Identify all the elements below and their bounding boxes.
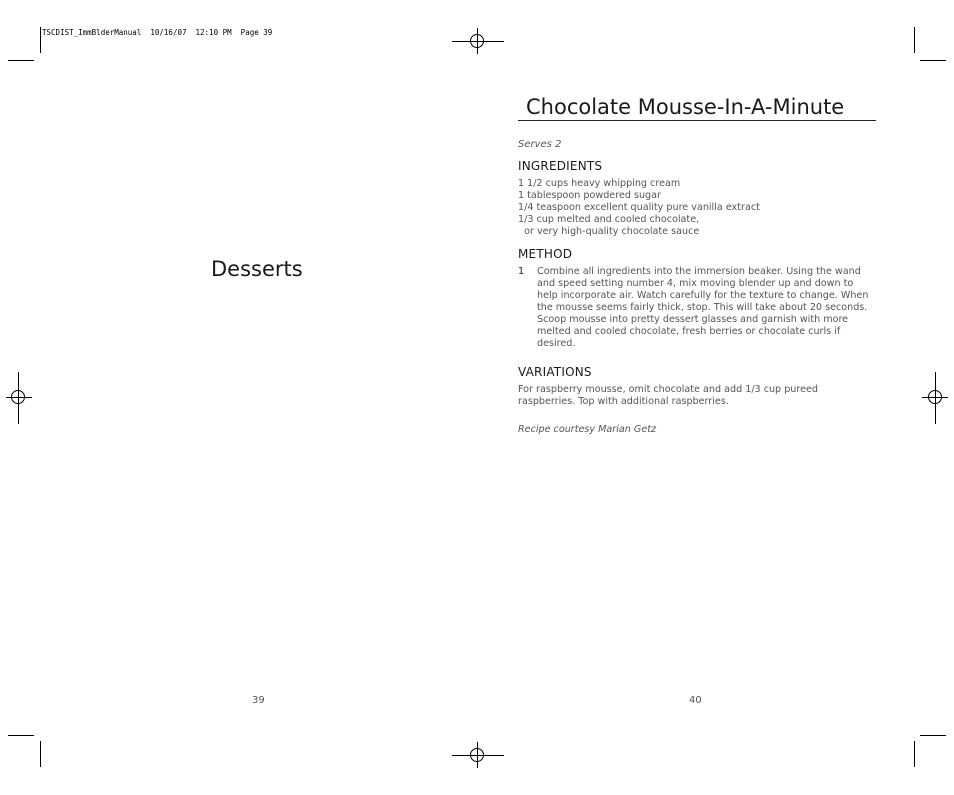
printer-slug: TSCDIST_ImmBlderManual 10/16/07 12:10 PM Page 39 (42, 28, 273, 37)
method-step (518, 266, 876, 350)
serves: Serves 2 (518, 139, 562, 150)
crop-mark (8, 60, 34, 61)
ingredient-item: 1 1/2 cups heavy whipping cream (518, 178, 681, 189)
crop-mark (914, 27, 915, 53)
ingredient-item: or very high-quality chocolate sauce (518, 226, 700, 237)
recipe-title: Chocolate Mousse-In-A-Minute (518, 94, 876, 121)
registration-circle (470, 34, 484, 48)
ingredient-item: 1/3 cup melted and cooled chocolate, (518, 214, 700, 225)
step-number: 1 (518, 266, 525, 277)
ingredients-list (518, 178, 876, 238)
registration-circle (470, 748, 484, 762)
method-heading: METHOD (518, 247, 573, 261)
section-title: Desserts (211, 257, 303, 281)
recipe (518, 94, 876, 435)
crop-mark (40, 741, 41, 767)
ingredient-item: 1 tablespoon powdered sugar (518, 190, 661, 201)
variations-heading: VARIATIONS (518, 365, 592, 379)
crop-mark (40, 27, 41, 53)
crop-mark (920, 60, 946, 61)
page-number-left: 39 (252, 695, 265, 706)
registration-circle (11, 390, 25, 404)
variations-text: For raspberry mousse, omit chocolate and add 1/3 cup pureed raspberries. Top with additional raspberries. (518, 384, 818, 407)
ingredients-heading: INGREDIENTS (518, 159, 603, 173)
crop-mark (8, 735, 34, 736)
crop-mark (914, 741, 915, 767)
ingredient-item: 1/4 teaspoon excellent quality pure vanilla extract (518, 202, 760, 213)
registration-circle (928, 390, 942, 404)
page-number-right: 40 (689, 695, 702, 706)
crop-mark (920, 735, 946, 736)
recipe-credit: Recipe courtesy Marian Getz (518, 424, 657, 435)
step-text: Combine all ingredients into the immersion beaker. Using the wand and speed setting number 4, mix moving blender up and down to help incorporate air. Watch carefully for the texture to change. When the mousse seems fairly thick, stop. This will take about 20 seconds. Scoop mousse into pretty dessert glasses and garnish with more melted and cooled chocolate, fresh berries or chocolate curls if desired. (537, 266, 869, 349)
